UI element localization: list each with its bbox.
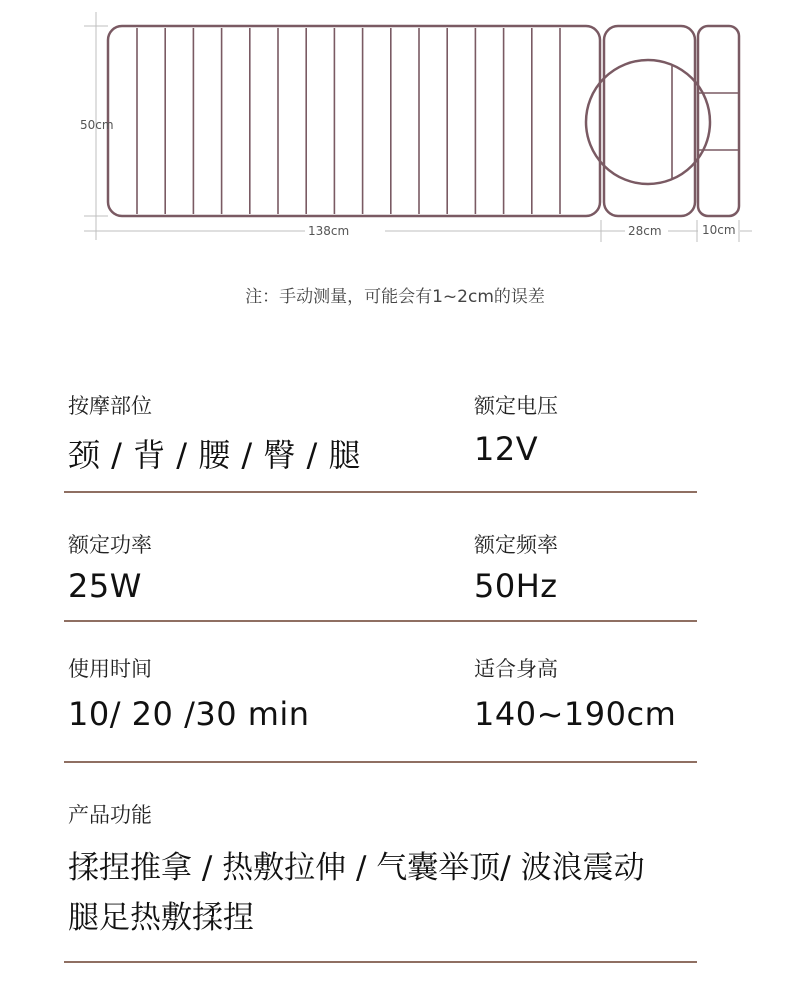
measurement-note: 注：手动测量，可能会有1~2cm的误差	[245, 287, 545, 307]
spec-massage-area	[68, 390, 361, 476]
spec-features	[68, 799, 718, 943]
head-length-dimension-label: 28cm	[628, 224, 662, 238]
spec-label: 额定频率	[474, 533, 558, 557]
pillow-length-dimension-label: 10cm	[702, 223, 736, 237]
features-line: 揉捏推拿 / 热敷拉伸 / 气囊举顶/ 波浪震动	[68, 850, 645, 886]
spec-rated-power	[68, 529, 152, 605]
spec-suitable-height	[474, 653, 676, 733]
spec-rated-voltage	[474, 390, 558, 468]
spec-value: 12V	[474, 430, 539, 468]
spec-usage-time	[68, 653, 310, 733]
spec-label: 额定电压	[474, 394, 558, 418]
spec-label: 产品功能	[68, 803, 152, 827]
divider	[64, 491, 697, 493]
spec-label: 按摩部位	[68, 394, 152, 418]
spec-value: 140~190cm	[474, 695, 677, 733]
spec-value: 10/ 20 /30 min	[68, 695, 310, 733]
spec-value: 25W	[68, 567, 142, 605]
spec-label: 额定功率	[68, 533, 152, 557]
spec-value: 50Hz	[474, 567, 558, 605]
mat-pillow-section	[698, 26, 739, 216]
mat-body-outline	[108, 26, 600, 216]
mat-head-section	[586, 26, 710, 216]
spec-label: 适合身高	[474, 657, 558, 681]
divider	[64, 620, 697, 622]
width-dimension-label: 50cm	[80, 118, 114, 132]
divider	[64, 761, 697, 763]
mat-dimension-diagram	[0, 0, 790, 260]
spec-value: 颈 / 背 / 腰 / 臀 / 腿	[68, 436, 362, 474]
divider	[64, 961, 697, 963]
main-length-dimension-label: 138cm	[308, 224, 350, 238]
mat-body-ribs	[137, 28, 560, 214]
spec-rated-frequency	[474, 529, 558, 605]
spec-value	[68, 843, 718, 943]
spec-label: 使用时间	[68, 657, 152, 681]
features-line: 腿足热敷揉捏	[68, 900, 254, 936]
